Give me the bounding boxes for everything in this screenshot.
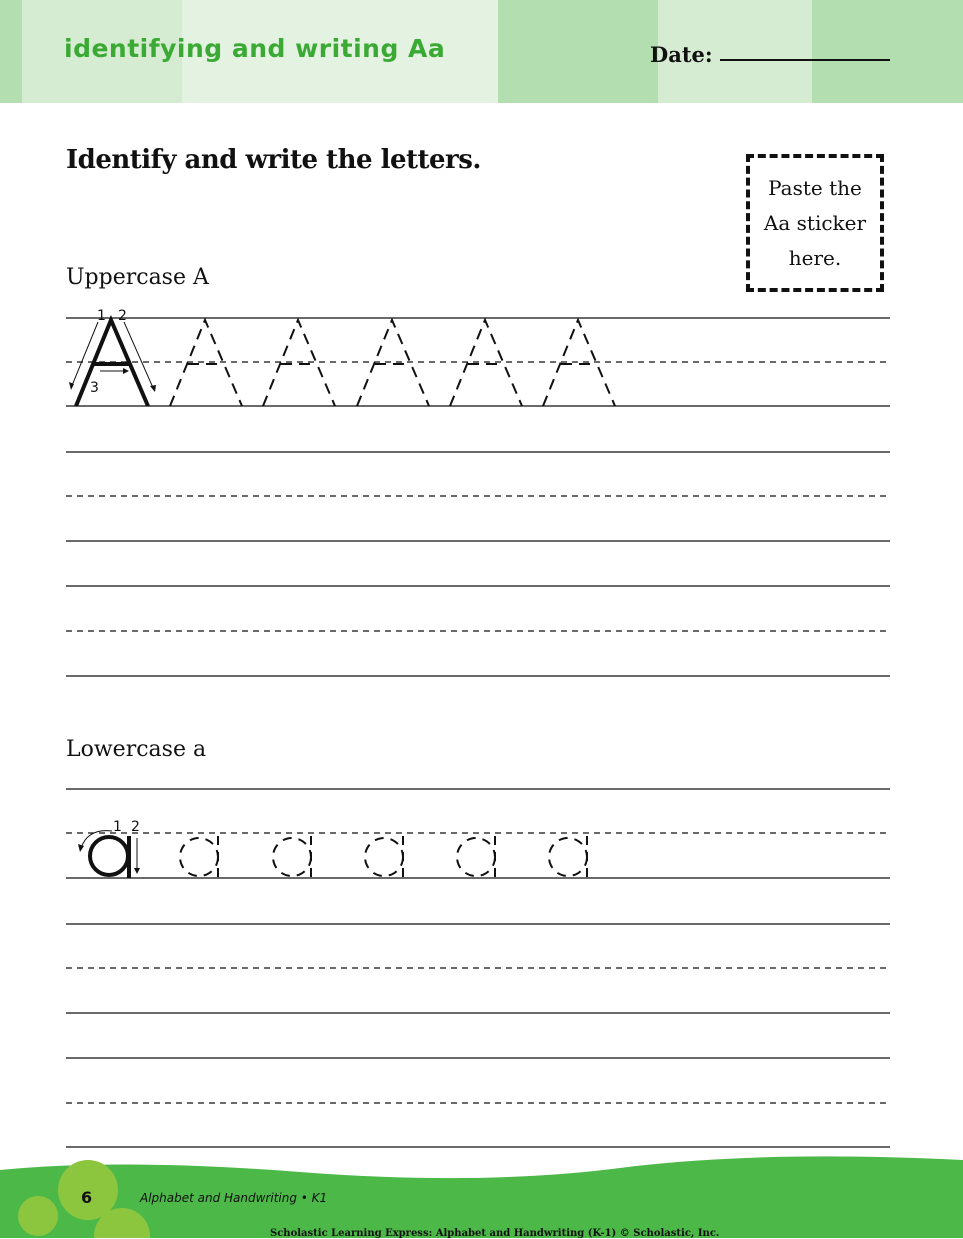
uppercase-label: Uppercase A [66,265,209,290]
page-number: 6 [81,1188,93,1207]
model-uppercase-a [69,308,156,406]
lowercase-label: Lowercase a [66,737,207,762]
traced-letter [180,836,218,878]
traced-letter [365,836,403,878]
stroke-number-3: 3 [90,380,99,396]
traced-letter [457,836,495,878]
tree-icon [18,1196,58,1236]
copyright-notice: Scholastic Learning Express: Alphabet and Handwriting (K-1) © Scholastic, Inc. [270,1228,720,1239]
traced-letter [543,320,615,406]
stroke-number-2: 2 [131,819,140,835]
instruction-heading: Identify and write the letters. [66,145,481,175]
traced-uppercase-a-row [170,320,615,406]
traced-letter [549,836,587,878]
uppercase-practice-lines [66,318,890,676]
traced-letter [450,320,522,406]
traced-letter [273,836,311,878]
model-lowercase-a [78,819,140,878]
traced-lowercase-a-row [180,836,587,878]
book-title: Alphabet and Handwriting • K1 [140,1191,328,1205]
lowercase-practice-lines [66,789,890,1147]
traced-letter [170,320,242,406]
stroke-number-2: 2 [118,308,127,324]
traced-letter [357,320,429,406]
worksheet-title: identifying and writing Aa [64,34,446,63]
date-label: Date: [650,42,713,67]
traced-letter [263,320,335,406]
stroke-number-1: 1 [113,819,122,835]
sticker-text: Paste the Aa sticker here. [763,175,867,270]
stroke-number-1: 1 [97,308,106,324]
